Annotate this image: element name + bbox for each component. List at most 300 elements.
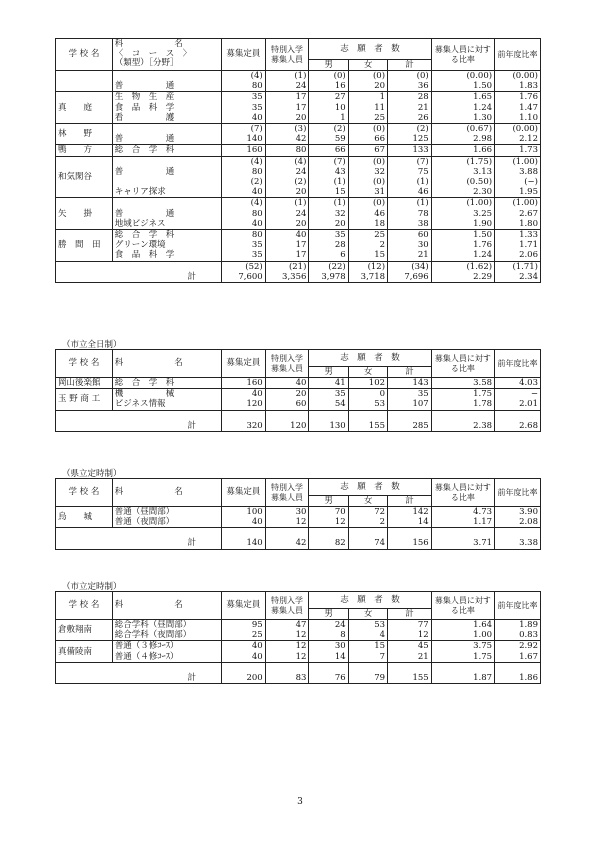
- total-ratio-value: 3.71: [431, 528, 494, 549]
- female-value: 32: [348, 167, 387, 177]
- course-name: 総合学科（夜間部）: [112, 630, 221, 641]
- prev-ratio-value: 1.89: [495, 620, 541, 631]
- special-value: (3): [265, 124, 309, 135]
- total-f-value: 3,718: [348, 272, 387, 283]
- table-row: [56, 219, 541, 230]
- course-name: [112, 124, 221, 135]
- female-value: 4: [348, 630, 387, 641]
- total-value: (2): [388, 124, 432, 135]
- special-value: 24: [265, 209, 309, 219]
- ratio-value: 1.50: [431, 230, 494, 241]
- total-row: [56, 528, 541, 549]
- capacity-value: 80: [222, 81, 266, 92]
- ratio-value: 1.75: [431, 389, 494, 400]
- total-m-value: (22): [309, 261, 348, 272]
- capacity-value: 40: [222, 652, 266, 663]
- female-value: 15: [348, 250, 387, 261]
- total-value: 28: [388, 92, 432, 103]
- table-row: [56, 389, 541, 400]
- capacity-value: 40: [222, 389, 266, 400]
- total-value: 14: [388, 517, 432, 528]
- special-value: 20: [265, 187, 309, 198]
- header-prev-ratio: 前年度比率: [495, 350, 541, 378]
- table-block-city-fulltime: [55, 349, 541, 432]
- table-row: [56, 399, 541, 410]
- header-capacity: 募集定員: [222, 479, 266, 507]
- header-ratio: 募集人員に対する比率: [431, 479, 494, 507]
- total-value: 142: [388, 507, 432, 518]
- ratio-value: 3.58: [431, 378, 494, 389]
- table-row: [56, 71, 541, 82]
- male-value: 16: [309, 81, 348, 92]
- prev-ratio-value: 1.33: [495, 230, 541, 241]
- ratio-value: 1.24: [431, 250, 494, 261]
- header-total: 計: [405, 609, 414, 619]
- prev-ratio-value: 1.67: [495, 652, 541, 663]
- total-row: [56, 261, 541, 272]
- ratio-value: 1.00: [431, 630, 494, 641]
- special-value: 20: [265, 219, 309, 230]
- ratio-value: 3.75: [431, 641, 494, 652]
- special-value: (1): [265, 198, 309, 209]
- female-value: 72: [348, 507, 387, 518]
- total-m-value: 82: [309, 528, 348, 549]
- ratio-value: 1.64: [431, 620, 494, 631]
- female-value: (0): [348, 156, 387, 167]
- prev-ratio-value: 1.76: [495, 92, 541, 103]
- total-value: 143: [388, 378, 432, 389]
- header-prev-ratio: 前年度比率: [495, 479, 541, 507]
- capacity-value: 35: [222, 103, 266, 113]
- capacity-value: 40: [222, 187, 266, 198]
- male-value: 6: [309, 250, 348, 261]
- total-value: (0): [388, 71, 432, 82]
- female-value: 11: [348, 103, 387, 113]
- male-value: 32: [309, 209, 348, 219]
- course-name: [112, 198, 221, 209]
- ratio-value: 3.25: [431, 209, 494, 219]
- course-name: 機 械: [112, 389, 221, 400]
- total-value: 21: [388, 652, 432, 663]
- header-course: 科 名: [114, 600, 183, 611]
- total-prev-value: 1.86: [495, 662, 541, 683]
- course-name: [112, 156, 221, 167]
- total-cap-value: 7,600: [222, 272, 266, 283]
- total-spec-value: 83: [265, 662, 309, 683]
- header-ratio: 募集人員に対する比率: [431, 592, 494, 620]
- header-total: 計: [405, 367, 414, 377]
- table-row: [56, 517, 541, 528]
- prev-ratio-value: 4.03: [495, 378, 541, 389]
- course-name: グリーン環境: [112, 240, 221, 250]
- female-value: (0): [348, 71, 387, 82]
- total-value: 12: [388, 630, 432, 641]
- prev-ratio-value: (0.00): [495, 71, 541, 82]
- capacity-value: 80: [222, 230, 266, 241]
- course-name: 普通（夜間部）: [112, 517, 221, 528]
- total-value: (7): [388, 156, 432, 167]
- male-value: 14: [309, 652, 348, 663]
- capacity-value: 35: [222, 92, 266, 103]
- total-value: 45: [388, 641, 432, 652]
- school-name: 玉 野 商 工: [56, 389, 113, 410]
- header-applicants: 志 願 者 数 男 女 計: [309, 479, 430, 506]
- school-name: 林 野: [56, 124, 113, 145]
- total-m-value: 130: [309, 410, 348, 431]
- header-school: 学 校 名: [56, 39, 113, 71]
- ratio-value: (0.50): [431, 177, 494, 187]
- special-value: 40: [265, 378, 309, 389]
- prev-ratio-value: (1.00): [495, 156, 541, 167]
- prev-ratio-value: −: [495, 389, 541, 400]
- total-m-value: 3,978: [309, 272, 348, 283]
- special-value: 80: [265, 145, 309, 156]
- female-value: 15: [348, 641, 387, 652]
- table-row: [56, 103, 541, 113]
- total-prev-value: 2.34: [495, 272, 541, 283]
- school-name: 真 庭: [56, 92, 113, 124]
- ratio-value: 1.90: [431, 219, 494, 230]
- prev-ratio-value: 1.73: [495, 145, 541, 156]
- course-name: 看 護: [112, 113, 221, 124]
- ratio-value: 3.13: [431, 167, 494, 177]
- total-t-value: 155: [388, 662, 432, 683]
- prev-ratio-value: 1.47: [495, 103, 541, 113]
- total-value: 26: [388, 113, 432, 124]
- prev-ratio-value: (0.00): [495, 124, 541, 135]
- header-special: 特別入学募集人員: [265, 39, 309, 71]
- page-number: 3: [297, 797, 303, 807]
- total-t-value: 156: [388, 528, 432, 549]
- female-value: 1: [348, 92, 387, 103]
- prev-ratio-value: 2.92: [495, 641, 541, 652]
- table-row: [56, 187, 541, 198]
- table-row: [56, 652, 541, 663]
- total-f-value: (12): [348, 261, 387, 272]
- header-prev-ratio: 前年度比率: [495, 39, 541, 71]
- capacity-value: 140: [222, 134, 266, 145]
- total-value: (1): [388, 177, 432, 187]
- male-value: (1): [309, 177, 348, 187]
- header-male: 男: [309, 609, 348, 619]
- ratio-value: 1.76: [431, 240, 494, 250]
- special-value: 24: [265, 81, 309, 92]
- school-name: 和気閑谷: [56, 156, 113, 198]
- header-total: 計: [405, 496, 414, 506]
- male-value: 12: [309, 517, 348, 528]
- female-value: (0): [348, 124, 387, 135]
- capacity-value: 120: [222, 399, 266, 410]
- special-value: 42: [265, 134, 309, 145]
- capacity-value: 160: [222, 145, 266, 156]
- female-value: 31: [348, 187, 387, 198]
- total-prev-value: (1.71): [495, 261, 541, 272]
- total-row: [56, 272, 541, 283]
- data-table: [55, 478, 541, 550]
- male-value: 30: [309, 641, 348, 652]
- header-male: 男: [309, 60, 348, 70]
- prev-ratio-value: (−): [495, 177, 541, 187]
- male-value: (2): [309, 124, 348, 135]
- capacity-value: 25: [222, 630, 266, 641]
- course-name: 生 物 生 産: [112, 92, 221, 103]
- total-m-value: 76: [309, 662, 348, 683]
- capacity-value: 160: [222, 378, 266, 389]
- capacity-value: 40: [222, 517, 266, 528]
- special-value: 17: [265, 92, 309, 103]
- table-row: [56, 641, 541, 652]
- header-applicants: 志 願 者 数 男 女 計: [309, 350, 430, 377]
- total-spec-value: 42: [265, 528, 309, 549]
- total-spec-value: (21): [265, 261, 309, 272]
- course-name: 普通（昼間部）: [112, 507, 221, 518]
- male-value: 59: [309, 134, 348, 145]
- course-name: 地域ビジネス: [112, 219, 221, 230]
- course-name: 総 合 学 科: [112, 145, 221, 156]
- ratio-value: 1.65: [431, 92, 494, 103]
- total-ratio-value: 1.87: [431, 662, 494, 683]
- table-row: [56, 198, 541, 209]
- school-name: [56, 71, 113, 92]
- special-value: (2): [265, 177, 309, 187]
- ratio-value: (0.00): [431, 71, 494, 82]
- female-value: 66: [348, 134, 387, 145]
- total-value: 60: [388, 230, 432, 241]
- course-name: 普 通: [112, 209, 221, 219]
- special-value: 12: [265, 517, 309, 528]
- ratio-value: 4.73: [431, 507, 494, 518]
- female-value: 7: [348, 652, 387, 663]
- prev-ratio-value: 1.80: [495, 219, 541, 230]
- total-cap-value: 140: [222, 528, 266, 549]
- male-value: 54: [309, 399, 348, 410]
- course-name: 食 品 科 学: [112, 250, 221, 261]
- table-row: [56, 630, 541, 641]
- capacity-value: 35: [222, 240, 266, 250]
- prev-ratio-value: (1.00): [495, 198, 541, 209]
- female-value: (0): [348, 177, 387, 187]
- data-table: [55, 591, 541, 684]
- ratio-value: 1.75: [431, 652, 494, 663]
- total-value: (1): [388, 198, 432, 209]
- ratio-value: (0.67): [431, 124, 494, 135]
- header-course: 科 名: [114, 358, 183, 369]
- male-value: 20: [309, 219, 348, 230]
- male-value: 35: [309, 230, 348, 241]
- total-spec-value: 120: [265, 410, 309, 431]
- special-value: 17: [265, 250, 309, 261]
- prev-ratio-value: 2.12: [495, 134, 541, 145]
- header-special: 特別入学募集人員: [265, 479, 309, 507]
- total-ratio-value: 2.38: [431, 410, 494, 431]
- female-value: 2: [348, 240, 387, 250]
- total-label: [56, 261, 222, 272]
- total-f-value: 155: [348, 410, 387, 431]
- capacity-value: 95: [222, 620, 266, 631]
- special-value: 24: [265, 167, 309, 177]
- header-capacity: 募集定員: [222, 592, 266, 620]
- total-cap-value: (52): [222, 261, 266, 272]
- ratio-value: 1.50: [431, 81, 494, 92]
- capacity-value: 100: [222, 507, 266, 518]
- total-cap-value: 320: [222, 410, 266, 431]
- female-value: 53: [348, 399, 387, 410]
- header-special: 特別入学募集人員: [265, 350, 309, 378]
- male-value: 35: [309, 389, 348, 400]
- female-value: 25: [348, 113, 387, 124]
- total-label: 計: [56, 662, 222, 683]
- special-value: 47: [265, 620, 309, 631]
- special-value: 30: [265, 507, 309, 518]
- data-table: [55, 38, 541, 283]
- prev-ratio-value: 1.10: [495, 113, 541, 124]
- total-label: 計: [56, 410, 222, 431]
- section-title-city-fulltime: （市立全日制）: [62, 340, 122, 350]
- special-value: 20: [265, 389, 309, 400]
- course-name: [112, 71, 221, 82]
- capacity-value: 40: [222, 641, 266, 652]
- school-name: 烏 城: [56, 507, 113, 528]
- special-value: (1): [265, 71, 309, 82]
- capacity-value: 35: [222, 250, 266, 261]
- header-male: 男: [309, 496, 348, 506]
- special-value: 20: [265, 113, 309, 124]
- capacity-value: (4): [222, 198, 266, 209]
- capacity-value: (4): [222, 71, 266, 82]
- total-ratio-value: (1.62): [431, 261, 494, 272]
- course-name: キャリア探求: [112, 187, 221, 198]
- capacity-value: 40: [222, 219, 266, 230]
- course-name: 普 通: [112, 134, 221, 145]
- total-value: 78: [388, 209, 432, 219]
- male-value: (1): [309, 198, 348, 209]
- table-row: [56, 134, 541, 145]
- total-f-value: 74: [348, 528, 387, 549]
- ratio-value: (1.00): [431, 198, 494, 209]
- ratio-value: (1.75): [431, 156, 494, 167]
- female-value: 67: [348, 145, 387, 156]
- prev-ratio-value: 2.08: [495, 517, 541, 528]
- header-school: 学 校 名: [56, 350, 113, 378]
- total-value: 36: [388, 81, 432, 92]
- header-course: 科 名 〈 コ ー ス 〉 （類型）［分野］: [114, 39, 192, 69]
- table-row: [56, 378, 541, 389]
- table-row: [56, 177, 541, 187]
- table-row: [56, 156, 541, 167]
- table-block-city-parttime: [55, 591, 541, 684]
- section-title-pref-parttime: （県立定時制）: [62, 469, 122, 479]
- header-applicants: 志 願 者 数 男 女 計: [309, 39, 430, 70]
- header-total: 計: [405, 60, 414, 70]
- male-value: 1: [309, 113, 348, 124]
- table-row: [56, 250, 541, 261]
- table-row: [56, 92, 541, 103]
- female-value: 102: [348, 378, 387, 389]
- header-female: 女: [349, 609, 388, 619]
- capacity-value: (2): [222, 177, 266, 187]
- female-value: 46: [348, 209, 387, 219]
- capacity-value: 80: [222, 167, 266, 177]
- ratio-value: 1.66: [431, 145, 494, 156]
- table-row: [56, 113, 541, 124]
- header-female: 女: [349, 496, 388, 506]
- special-value: 12: [265, 652, 309, 663]
- total-value: 133: [388, 145, 432, 156]
- special-value: 17: [265, 240, 309, 250]
- header-ratio: 募集人員に対する比率: [431, 350, 494, 378]
- male-value: (7): [309, 156, 348, 167]
- female-value: 2: [348, 517, 387, 528]
- total-value: 77: [388, 620, 432, 631]
- header-capacity: 募集定員: [222, 350, 266, 378]
- header-school: 学 校 名: [56, 592, 113, 620]
- prev-ratio-value: 3.88: [495, 167, 541, 177]
- prev-ratio-value: 2.67: [495, 209, 541, 219]
- table-block-main: [55, 38, 541, 283]
- header-ratio: 募集人員に対する比率: [431, 39, 494, 71]
- total-prev-value: 3.38: [495, 528, 541, 549]
- total-row: [56, 662, 541, 683]
- school-name: 勝 間 田: [56, 230, 113, 262]
- table-row: [56, 240, 541, 250]
- capacity-value: 80: [222, 209, 266, 219]
- female-value: 20: [348, 81, 387, 92]
- course-name: 総 合 学 科: [112, 230, 221, 241]
- special-value: 17: [265, 103, 309, 113]
- total-cap-value: 200: [222, 662, 266, 683]
- prev-ratio-value: 1.71: [495, 240, 541, 250]
- school-name: 真備陵南: [56, 641, 113, 662]
- school-name: 矢 掛: [56, 198, 113, 230]
- female-value: 25: [348, 230, 387, 241]
- male-value: 15: [309, 187, 348, 198]
- special-value: (4): [265, 156, 309, 167]
- prev-ratio-value: 2.06: [495, 250, 541, 261]
- course-name: 普通（３修ｺｰｽ）: [112, 641, 221, 652]
- total-spec-value: 3,356: [265, 272, 309, 283]
- prev-ratio-value: 1.95: [495, 187, 541, 198]
- header-capacity: 募集定員: [222, 39, 266, 71]
- total-value: 38: [388, 219, 432, 230]
- table-row: [56, 620, 541, 631]
- ratio-value: 1.30: [431, 113, 494, 124]
- header-school: 学 校 名: [56, 479, 113, 507]
- total-value: 30: [388, 240, 432, 250]
- female-value: (0): [348, 198, 387, 209]
- total-value: 125: [388, 134, 432, 145]
- course-name: 普通（４修ｺｰｽ）: [112, 652, 221, 663]
- header-applicants: 志 願 者 数 男 女 計: [309, 592, 430, 619]
- course-name: 総 合 学 科: [112, 378, 221, 389]
- prev-ratio-value: 3.90: [495, 507, 541, 518]
- male-value: 43: [309, 167, 348, 177]
- ratio-value: 1.24: [431, 103, 494, 113]
- course-name: 総合学科（昼間部）: [112, 620, 221, 631]
- prev-ratio-value: 0.83: [495, 630, 541, 641]
- total-value: 46: [388, 187, 432, 198]
- total-value: 35: [388, 389, 432, 400]
- male-value: 27: [309, 92, 348, 103]
- special-value: 12: [265, 630, 309, 641]
- data-table: [55, 349, 541, 432]
- male-value: (0): [309, 71, 348, 82]
- header-female: 女: [349, 60, 388, 70]
- ratio-value: 1.78: [431, 399, 494, 410]
- header-prev-ratio: 前年度比率: [495, 592, 541, 620]
- school-name: 倉敷翔南: [56, 620, 113, 641]
- course-name: 普 通: [112, 167, 221, 177]
- male-value: 28: [309, 240, 348, 250]
